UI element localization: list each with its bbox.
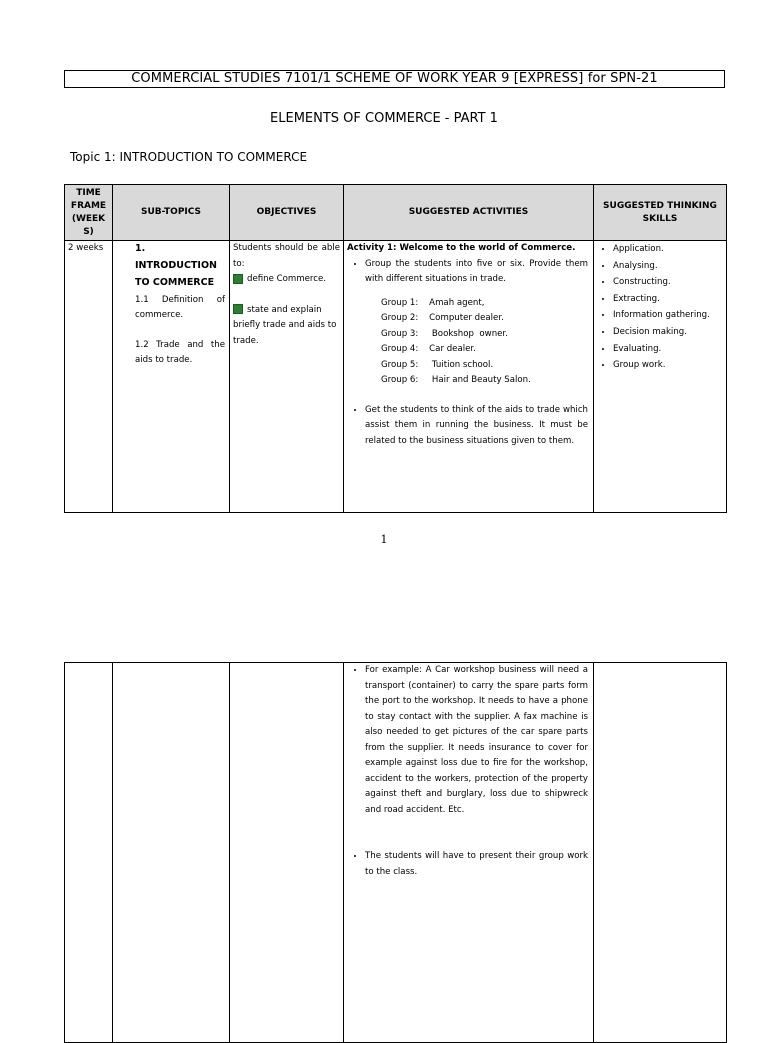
group-item: Group 2: Computer dealer. [381,313,504,323]
subtopic-1-1: 1.1 Definition of commerce. [135,294,225,320]
activity-bullet: • Group the students into five or six. Provide them with different situations in trade. [365,257,588,288]
header-thinking-skills: SUGGESTED THINKING SKILLS [594,185,727,241]
page-number: 1 [380,533,388,546]
skill-item: • Extracting. [613,291,723,308]
activity-bullet: • For example: A Car workshop business will need a transport (container) to carry the spare parts form the port to the workshop. It needs to have a phone to stay contact with the supplier. A fax machine is also needed to get pictures of the car spare parts from the supplier. It needs insurance to cover for example against loss due to fire for the workshop, accident to the workers, protection of the property against theft and burglary, loss due to shipwreck and road accident. Etc. [365,663,588,818]
header-objectives: OBJECTIVES [230,185,344,241]
skill-item: • Information gathering. [613,307,723,324]
table-row [65,241,727,513]
sub-topics-cell [113,241,230,513]
group-item: Group 6: Hair and Beauty Salon. [381,375,531,385]
header-sub-topics: SUB-TOPICS [113,185,230,241]
time-frame-value: 2 weeks [68,243,104,253]
document-title: COMMERCIAL STUDIES 7101/1 SCHEME OF WORK YEAR 9 [EXPRESS] for SPN-21 [64,70,725,88]
green-square-bullet-icon [233,274,243,284]
subtopic-heading: INTRODUCTION TO COMMERCE [135,259,217,288]
objective-item [233,303,340,350]
activity-bullet: • The students will have to present their group work to the class. [365,849,588,880]
sub-topics-cell [113,663,230,1043]
skill-item: • Application. [613,241,723,258]
skill-item: • Constructing. [613,274,723,291]
objectives-cell [230,241,344,513]
skill-item: • Evaluating. [613,341,723,358]
skill-item: • Analysing. [613,258,723,275]
time-frame-cell [65,663,113,1043]
group-item: Group 4: Car dealer. [381,344,476,354]
objective-item [233,272,340,288]
thinking-skills-cell [594,241,727,513]
skill-item: • Decision making. [613,324,723,341]
objective-1-text: define Commerce. [247,274,326,284]
activity-bullet: • Get the students to think of the aids to trade which assist them in running the business. It must be related to the business situations given to them. [365,403,588,450]
green-square-bullet-icon [233,304,243,314]
thinking-skills-cell [594,663,727,1043]
topic-heading: Topic 1: INTRODUCTION TO COMMERCE [70,150,308,164]
skill-item: • Group work. [613,357,723,374]
subtopic-1-2: 1.2 Trade and the aids to trade. [135,339,225,365]
header-activities: SUGGESTED ACTIVITIES [344,185,594,241]
objectives-intro: Students should be able to: [233,243,340,269]
objectives-cell [230,663,344,1043]
group-item: Group 5: Tuition school. [381,359,494,370]
subtopic-heading-number: 1. [135,243,146,254]
objective-2-text: state and explain briefly trade and aids to trade. [233,304,337,346]
group-list [347,296,588,389]
scheme-of-work-table [64,184,727,513]
scheme-of-work-table-continued [64,662,727,1043]
table-header-row [65,185,727,241]
table-row [65,663,727,1043]
activities-cell [344,241,594,513]
time-frame-cell [65,241,113,513]
activities-cell [344,663,594,1043]
section-subtitle: ELEMENTS OF COMMERCE - PART 1 [270,111,498,126]
group-item: Group 3: Bookshop owner. [381,328,508,339]
activity-title: Activity 1: Welcome to the world of Commerce. [347,243,576,253]
group-item: Group 1: Amah agent, [381,297,485,308]
header-time-frame: TIME FRAME (WEEK S) [65,185,113,241]
